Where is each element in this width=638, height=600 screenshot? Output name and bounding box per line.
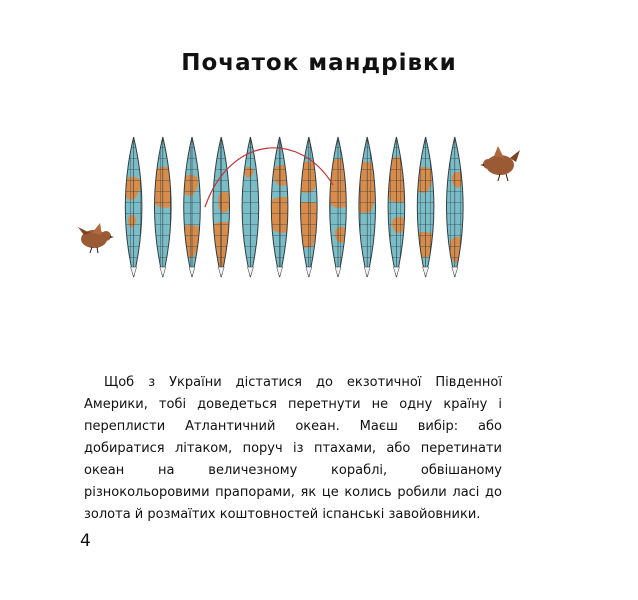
map-gore bbox=[262, 137, 297, 277]
bird-right-icon bbox=[480, 146, 520, 181]
map-gore bbox=[174, 137, 209, 277]
map-gore bbox=[437, 137, 472, 277]
world-map-gores-illustration bbox=[0, 125, 638, 290]
map-gore bbox=[408, 137, 443, 277]
map-gore bbox=[350, 137, 385, 277]
map-gore bbox=[204, 137, 239, 277]
map-gore bbox=[145, 137, 180, 277]
body-paragraph: Щоб з України дістатися до екзотичної Південної Америки, тобі доведеться перетнути не одну країну і переплисти Атлантичний океан. Маєш вибір: або добиратися літаком, поруч із птахами, або перетинати океан на величезному кораблі, обвішаному різнокольоровими прапорами, як це колись робили ласі до золота й розмаїтих коштовностей іспанські завойовники. bbox=[84, 375, 502, 522]
bird-left-icon bbox=[78, 223, 114, 253]
map-gore bbox=[116, 137, 151, 277]
page-title: Початок мандрівки bbox=[181, 50, 457, 76]
map-gores bbox=[116, 137, 472, 277]
page-number: 4 bbox=[80, 531, 91, 551]
map-gore bbox=[233, 137, 268, 277]
map-gore bbox=[320, 137, 355, 277]
map-gore bbox=[379, 137, 414, 277]
body-text bbox=[84, 372, 502, 526]
map-gore bbox=[291, 137, 326, 277]
